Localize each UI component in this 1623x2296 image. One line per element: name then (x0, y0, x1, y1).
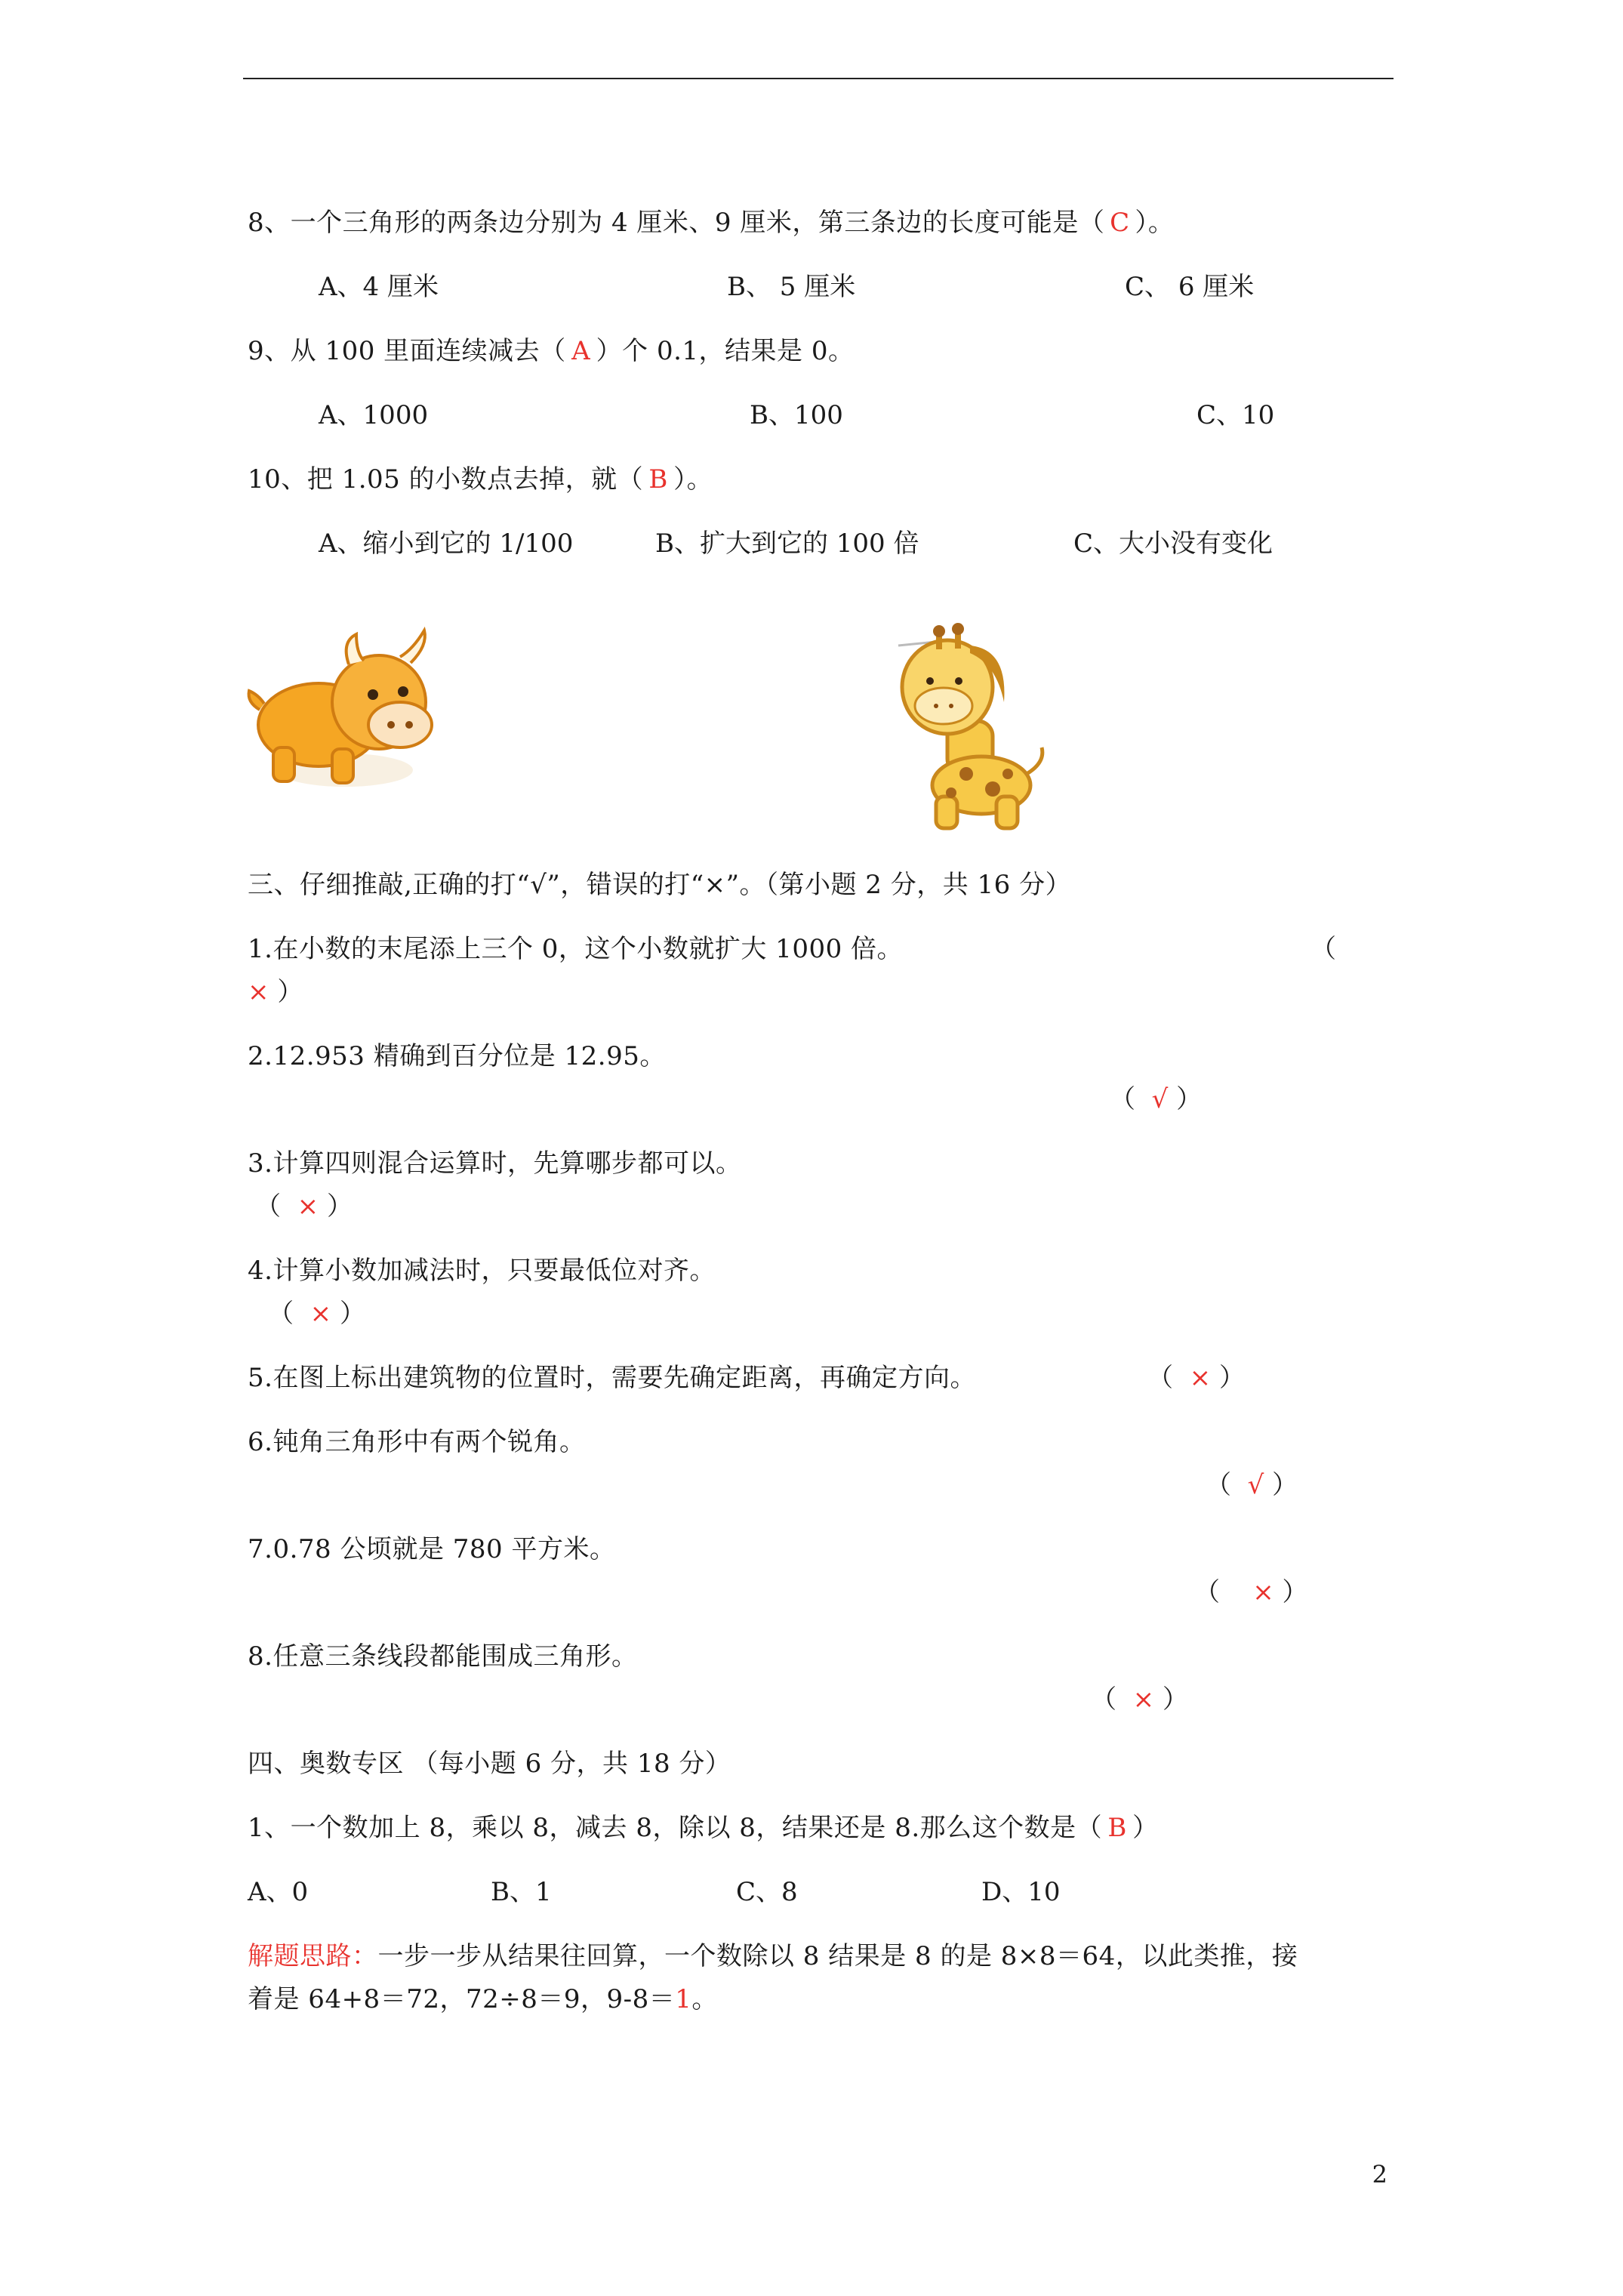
question-text: 、一个三角形的两条边分别为 4 厘米、9 厘米，第三条边的长度可能是（ (264, 208, 1105, 238)
statement-2-answer: （ √ ） (1110, 1084, 1203, 1114)
solution-text: 着是 64+8＝72，72÷8＝9，9-8＝ (248, 1984, 676, 2014)
question-text-end: ）个 0.1，结果是 0。 (596, 336, 855, 366)
option-c: C、8 (736, 1877, 798, 1907)
question-text-end: ） (1132, 1813, 1159, 1843)
statement-4-answer: （ × ） (268, 1299, 365, 1329)
cross-mark: × (297, 1191, 319, 1222)
option-b: B、扩大到它的 100 倍 (655, 529, 919, 559)
solution-line-1 (248, 1938, 1298, 1974)
statement-7: 7.0.78 公顷就是 780 平方米。 (248, 1534, 616, 1564)
statement-5: 5.在图上标出建筑物的位置时，需要先确定距离，再确定方向。 (248, 1363, 976, 1393)
question-text: 、从 100 里面连续减去（ (264, 336, 566, 366)
question-number: 9 (248, 336, 265, 366)
check-mark: √ (1247, 1470, 1264, 1500)
answer-mark: B (648, 464, 668, 495)
solution-label: 解题思路： (248, 1941, 378, 1971)
option-b: B、 5 厘米 (727, 272, 856, 302)
option-b: B、100 (750, 400, 843, 430)
question-10 (248, 461, 713, 498)
cross-mark: × (310, 1299, 332, 1329)
check-mark: √ (1151, 1084, 1169, 1114)
solution-line-2: 着是 64+8＝72，72÷8＝9，9-8＝1。 (248, 1984, 718, 2014)
statement-2: 2.12.953 精确到百分位是 12.95。 (248, 1041, 666, 1071)
statement-4: 4.计算小数加减法时，只要最低位对齐。 (248, 1256, 716, 1286)
question-text-end: ）。 (673, 464, 713, 495)
statement-8: 8.任意三条线段都能围成三角形。 (248, 1641, 638, 1672)
cross-mark: × (1252, 1577, 1274, 1607)
olympiad-question-1 (248, 1810, 1159, 1846)
giraffe-illustration (876, 619, 1057, 838)
statement-5-answer: （ × ） (1147, 1363, 1245, 1393)
answer-mark: A (571, 336, 591, 366)
section-4-heading: 四、奥数专区 （每小题 6 分，共 18 分） (248, 1749, 731, 1779)
option-a: A、0 (248, 1877, 309, 1907)
cow-illustration (243, 619, 447, 800)
question-text: 1、一个数加上 8，乘以 8，减去 8，除以 8，结果还是 8.那么这个数是（ (248, 1813, 1103, 1843)
solution-text: 一步一步从结果往回算，一个数除以 8 结果是 8 的是 8×8＝64，以此类推，接 (377, 1941, 1298, 1971)
statement-3: 3.计算四则混合运算时，先算哪步都可以。 (248, 1148, 742, 1179)
header-rule (243, 78, 1394, 79)
option-c: C、 6 厘米 (1125, 272, 1255, 302)
cross-mark: × (1132, 1684, 1155, 1715)
option-a: A、1000 (319, 400, 429, 430)
statement-1: 1.在小数的末尾添上三个 0，这个小数就扩大 1000 倍。 (248, 934, 904, 964)
cross-mark: × (1189, 1363, 1212, 1393)
statement-3-answer: （ × ） (255, 1191, 353, 1222)
solution-answer: 1 (675, 1984, 692, 2014)
question-9 (248, 333, 854, 369)
statement-1-open: （ (1310, 934, 1336, 964)
question-number: 8 (248, 208, 265, 238)
question-text-end: ）。 (1135, 208, 1175, 238)
question-number: 10 (248, 464, 282, 495)
section-3-heading: 三、仔细推敲,正确的打“√”，错误的打“×”。（第小题 2 分，共 16 分） (248, 870, 1072, 900)
option-a: A、缩小到它的 1/100 (319, 529, 574, 559)
question-8 (248, 205, 1174, 241)
option-c: C、10 (1196, 400, 1275, 430)
option-c: C、大小没有变化 (1073, 529, 1273, 559)
statement-6: 6.钝角三角形中有两个锐角。 (248, 1427, 586, 1457)
option-b: B、1 (491, 1877, 552, 1907)
question-text: 、把 1.05 的小数点去掉，就（ (281, 464, 644, 495)
option-d: D、10 (981, 1877, 1061, 1907)
answer-mark: C (1110, 208, 1130, 238)
statement-6-answer: （ √ ） (1206, 1470, 1298, 1500)
statement-1-answer: × ） (248, 977, 303, 1007)
statement-7-answer: （ × ） (1194, 1577, 1308, 1607)
answer-mark: B (1107, 1813, 1127, 1843)
page-number: 2 (1372, 2160, 1387, 2189)
statement-8-answer: （ × ） (1091, 1684, 1188, 1715)
option-a: A、4 厘米 (319, 272, 439, 302)
cross-mark: × (248, 977, 269, 1007)
